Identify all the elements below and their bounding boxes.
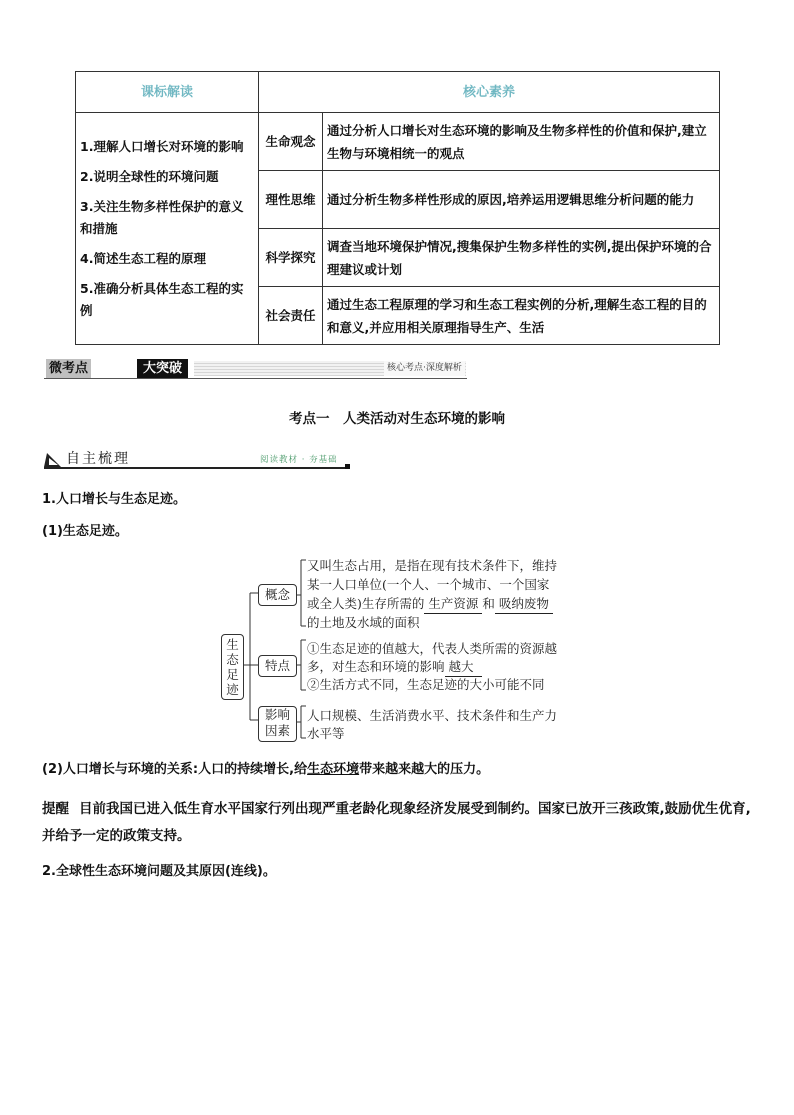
- answer-blank: 越大: [445, 657, 482, 677]
- literacy-name: 生命观念: [259, 113, 323, 171]
- paragraph-1: 1.人口增长与生态足迹。: [42, 492, 186, 507]
- header-curriculum: 课标解读: [76, 72, 259, 113]
- objective-item: 4.简述生态工程的原理: [80, 250, 206, 266]
- center-node: [221, 634, 244, 700]
- objective-item: 2.说明全球性的环境问题: [80, 168, 219, 184]
- paragraph-3-post: 带来越来越大的压力。: [359, 762, 490, 777]
- concept-node: 概念: [258, 584, 297, 606]
- literacy-desc: 通过分析生物多样性形成的原因,培养运用逻辑思维分析问题的能力: [323, 171, 720, 229]
- literacy-name: 理性思维: [259, 171, 323, 229]
- section-title: 考点一 人类活动对生态环境的影响: [289, 411, 505, 427]
- banner-label-2: 大突破: [137, 359, 188, 378]
- factor-node: [258, 706, 297, 742]
- feature-text-3: ②生活方式不同，生态足迹的大小可能不同: [307, 677, 545, 692]
- factor-text-1: 人口规模、生活消费水平、技术条件和生产力: [307, 708, 558, 723]
- concept-text-3-mid: 和: [482, 596, 495, 611]
- feature-text-1: ①生态足迹的值越大，代表人类所需的资源越: [307, 641, 558, 656]
- reminder-text: 目前我国已进入低生育水平国家行列出现严重老龄化现象经济发展受到制约。国家已放开三孩政策,鼓励优生优育,并给予一定的政策支持。: [42, 801, 751, 844]
- factor-text-2: 水平等: [307, 726, 345, 741]
- literacy-desc: 调查当地环境保护情况,搜集保护生物多样性的实例,提出保护环境的合理建议或计划: [323, 229, 720, 287]
- literacy-desc: 通过生态工程原理的学习和生态工程实例的分析,理解生态工程的目的和意义,并应用相关原理指导生产、生活: [323, 287, 720, 345]
- paragraph-3-underline: 生态环境: [307, 762, 360, 777]
- paragraph-3-pre: (2)人口增长与环境的关系:人口的持续增长,给: [42, 762, 308, 777]
- header-literacy: 核心素养: [259, 72, 720, 113]
- paragraph-4: 2.全球性生态环境问题及其原因(连线)。: [42, 864, 276, 879]
- concept-text-4: 的土地及水域的面积: [307, 615, 420, 630]
- feature-text-2-pre: 多，对生态和环境的影响: [307, 659, 445, 674]
- concept-text-3-pre: 或全人类)生存所需的: [307, 596, 425, 611]
- concept-text-2: 某一人口单位(一个人、一个城市、一个国家: [307, 577, 550, 592]
- paragraph-2: (1)生态足迹。: [42, 524, 128, 539]
- paragraph-3: [42, 760, 489, 780]
- banner-label-1: 微考点: [46, 359, 91, 378]
- concept-text-3: [307, 594, 553, 614]
- literacy-desc: 通过分析人口增长对生态环境的影响及生物多样性的价值和保护,建立生物与环境相统一的观点: [323, 113, 720, 171]
- objective-item: 1.理解人口增长对环境的影响: [80, 138, 244, 154]
- concept-text-1: 又叫生态占用，是指在现有技术条件下，维持: [307, 558, 558, 573]
- feature-text-2: [307, 657, 482, 677]
- factor-node-label-2: 因素: [264, 723, 290, 738]
- reminder-label: 提醒: [42, 801, 69, 817]
- sub-section-subtitle: 阅读教材 · 夯基础: [260, 455, 338, 465]
- center-node-label: 生态足迹: [226, 637, 239, 697]
- answer-blank: 生产资源: [424, 594, 482, 614]
- literacy-name: 科学探究: [259, 229, 323, 287]
- reminder-block: [42, 796, 757, 850]
- sub-section-title: 自主梳理: [66, 451, 130, 467]
- objective-item: 5.准确分析具体生态工程的实例: [80, 280, 244, 318]
- objective-item: 3.关注生物多样性保护的意义和措施: [80, 198, 244, 236]
- literacy-name: 社会责任: [259, 287, 323, 345]
- answer-blank: 吸纳废物: [495, 594, 553, 614]
- feature-node: 特点: [258, 655, 297, 677]
- factor-node-label-1: 影响: [264, 707, 290, 722]
- banner-caption: 核心考点·深度解析: [384, 361, 465, 376]
